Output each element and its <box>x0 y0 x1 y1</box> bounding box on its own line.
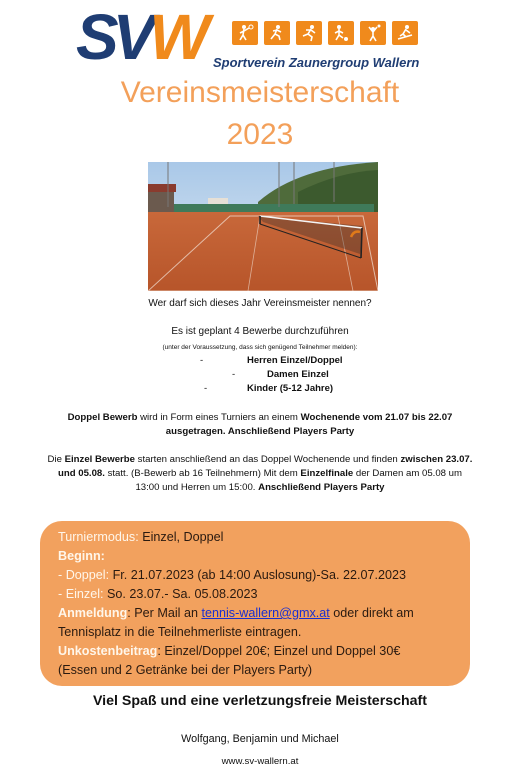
plan-note: (unter der Voraussetzung, dass sich genügend Teilnehmer melden): <box>162 344 358 351</box>
email-link[interactable]: tennis-wallern@gmx.at <box>201 606 330 620</box>
logo-letters-sv: SV <box>76 1 150 73</box>
website-url[interactable]: www.sv-wallern.at <box>221 756 299 767</box>
logo-letter-w: W <box>149 1 204 73</box>
intro-question: Wer darf sich dieses Jahr Vereinsmeister nennen? <box>148 298 372 309</box>
tennis-court-photo <box>148 162 378 291</box>
page-title: Vereinsmeisterschaft <box>120 76 400 109</box>
sprinter-icon <box>296 21 322 45</box>
club-logo <box>76 1 204 73</box>
kosten-line-2: (Essen und 2 Getränke bei der Players Party) <box>58 663 313 677</box>
club-subtitle: Sportverein Zaunergroup Wallern <box>213 55 420 70</box>
soccer-player-icon <box>328 21 354 45</box>
runner-icon <box>264 21 290 45</box>
page-year: 2023 <box>226 118 294 151</box>
signers: Wolfgang, Benjamin und Michael <box>181 733 339 745</box>
tennis-player-icon <box>232 21 258 45</box>
anmeldung-line: Anmeldung: Per Mail an tennis-wallern@gmx.at oder direkt am <box>58 606 414 620</box>
plan-line: Es ist geplant 4 Bewerbe durchzuführen <box>171 326 349 337</box>
volleyball-player-icon <box>360 21 386 45</box>
kosten-line: Unkostenbeitrag: Einzel/Doppel 20€; Einzel und Doppel 30€ <box>58 644 401 658</box>
doppel-date-line: - Doppel: Fr. 21.07.2023 (ab 14:00 Auslosung)-Sa. 22.07.2023 <box>58 568 406 582</box>
doppel-paragraph: Doppel Bewerb wird in Form eines Turniers an einem Wochenende vom 21.07 bis 22.07 ausgetragen. Anschließend Players Party <box>67 412 453 437</box>
anmeldung-line-2: Tennisplatz in die Teilnehmerliste eintragen. <box>58 625 302 639</box>
einzel-date-line: - Einzel: So. 23.07.- Sa. 05.08.2023 <box>58 587 258 601</box>
einzel-paragraph: Die Einzel Bewerbe starten anschließend an das Doppel Wochenende und finden zwischen 23.07. und 05.08. statt. (B-Bewerb ab 16 Teilnehmern) Mit dem Einzelfinale der Damen am 05.08 um 13:00 und Herren um 15:00. Anschließend Players Party <box>47 454 473 493</box>
sport-icons-row <box>232 21 418 45</box>
modus-line: Turniermodus: Einzel, Doppel <box>58 530 224 544</box>
closing-message: Viel Spaß und eine verletzungsfreie Meisterschaft <box>92 693 428 709</box>
beginn-line: Beginn: <box>58 549 105 563</box>
skier-icon <box>392 21 418 45</box>
